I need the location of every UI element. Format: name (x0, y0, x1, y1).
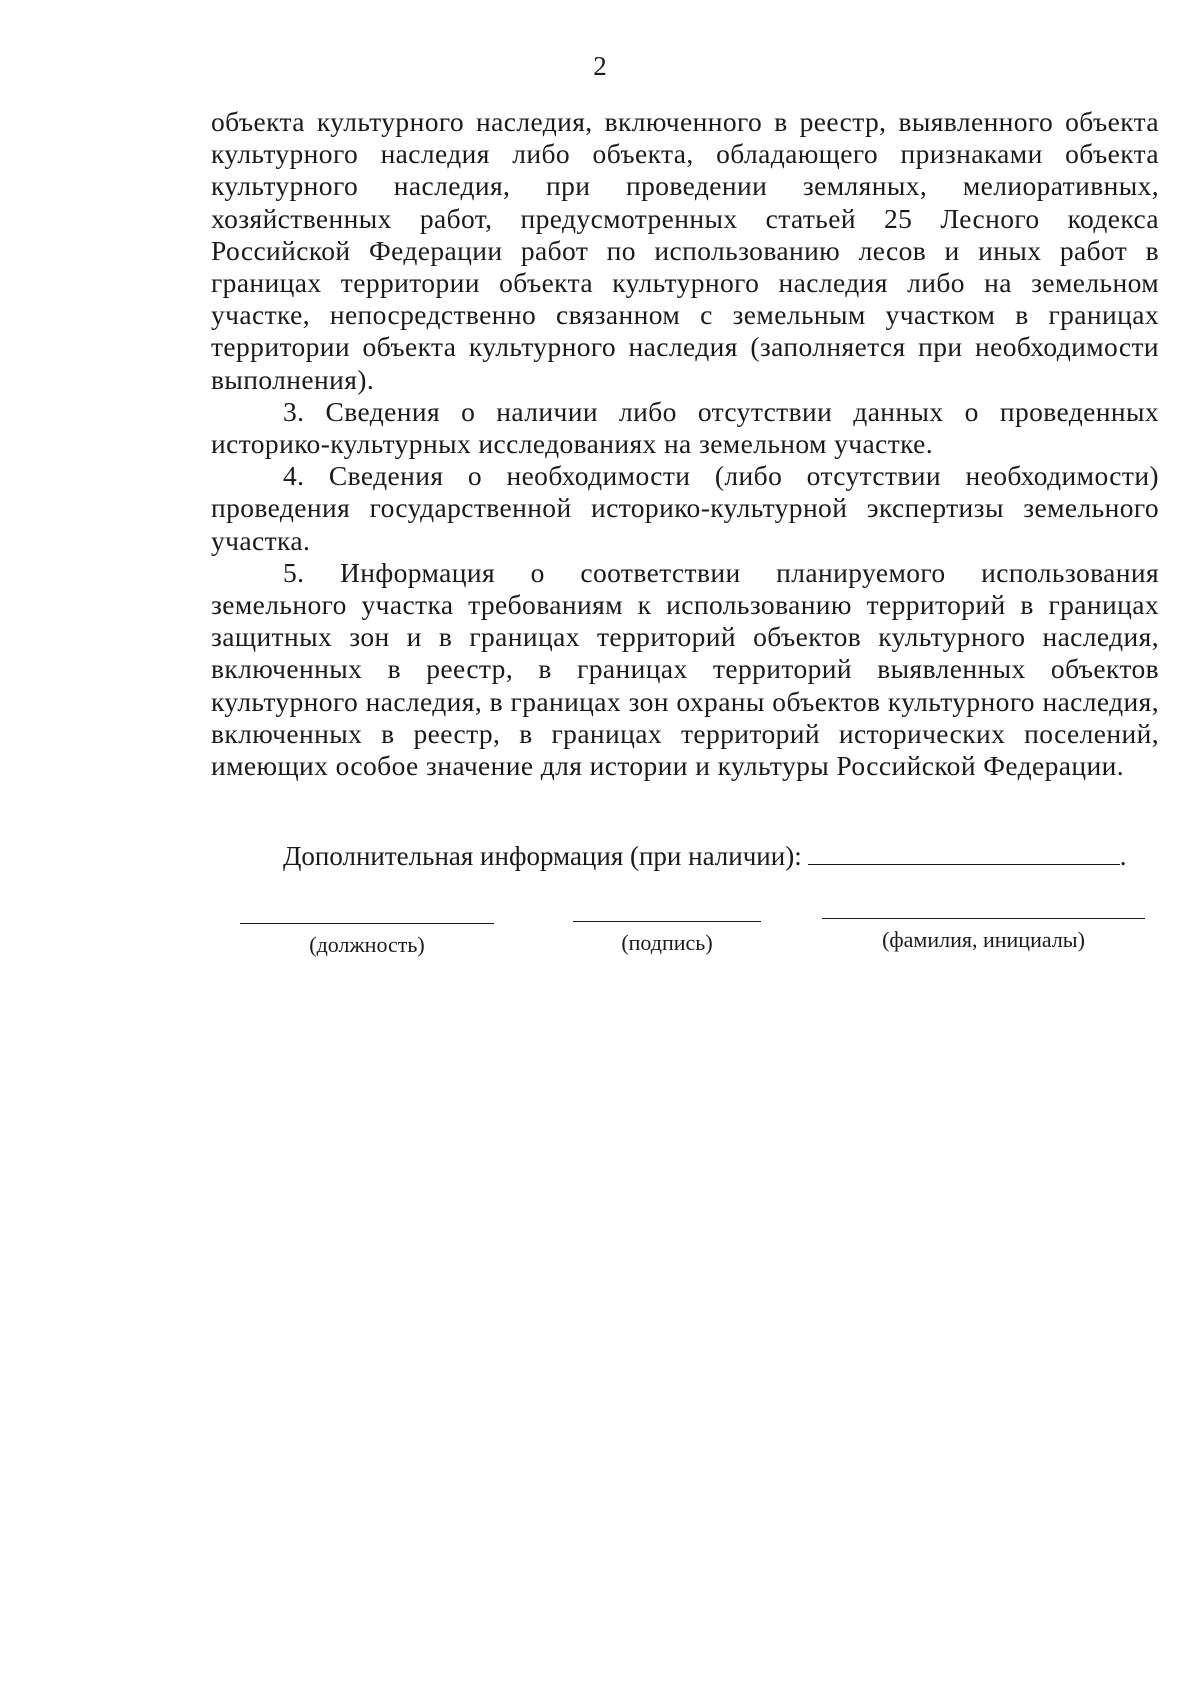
signature-line (573, 921, 761, 922)
signature-sign (573, 921, 761, 956)
name-line (822, 918, 1145, 919)
paragraph-item-3: 3. Сведения о наличии либо отсутствии данных о проведенных историко-культурных исследованиях на земельном участке. (211, 395, 1159, 460)
page-number: 2 (593, 51, 607, 81)
paragraph-item-4: 4. Сведения о необходимости (либо отсутствии необходимости) проведения государственной историко-культурной экспертизы земельного участка. (211, 460, 1159, 556)
position-line (240, 923, 494, 924)
signature-name (822, 918, 1145, 953)
signature-label: (подпись) (621, 930, 713, 955)
position-label: (должность) (309, 932, 425, 957)
signature-position (240, 923, 494, 958)
additional-info-label: Дополнительная информация (при наличии): (283, 841, 802, 871)
paragraph-continuation: объекта культурного наследия, включенного в реестр, выявленного объекта культурного наследия либо объекта, обладающего признаками объекта культурного наследия, при проведении земляных, мелиоративных, хозяйственных работ, предусмотренных статьей 25 Лесного кодекса Российской Федерации работ по использованию лесов и иных работ в границах территории объекта культурного наследия либо на земельном участке, непосредственно связанном с земельным участком в границах территории объекта культурного наследия (заполняется при необходимости выполнения). (211, 106, 1159, 395)
additional-info-blank (808, 836, 1120, 865)
additional-info-row (283, 836, 1126, 872)
additional-info-end-mark: . (1119, 841, 1127, 871)
document-body (211, 106, 1159, 782)
name-label: (фамилия, инициалы) (882, 927, 1085, 952)
paragraph-item-5: 5. Информация о соответствии планируемого использования земельного участка требованиям к использованию территорий в границах защитных зон и в границах территорий объектов культурного наследия, включенных в реестр, в границах территорий выявленных объектов культурного наследия, в границах зон охраны объектов культурного наследия, включенных в реестр, в границах территорий исторических поселений, имеющих особое значение для истории и культуры Российской Федерации. (211, 556, 1159, 782)
